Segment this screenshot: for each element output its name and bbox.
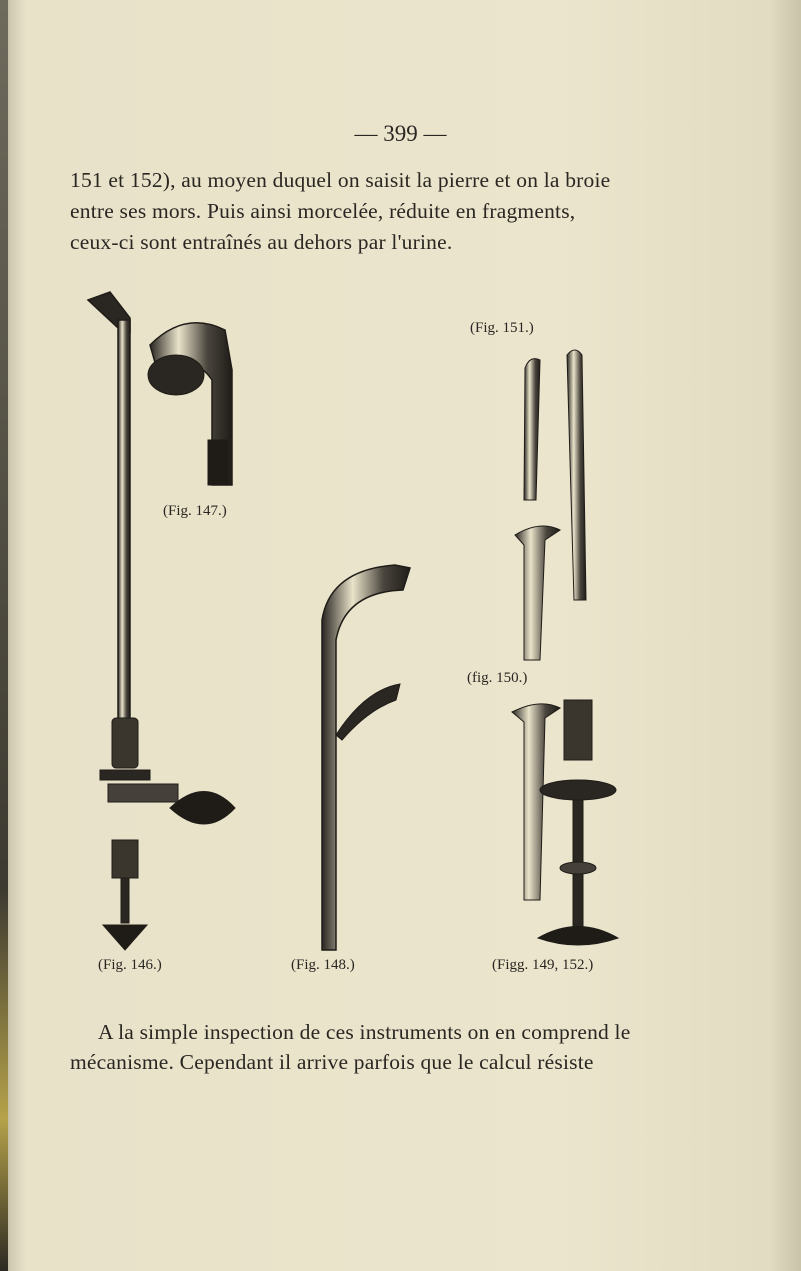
caption-fig-148: (Fig. 148.) — [291, 957, 355, 973]
figure-148-curved-catheter — [322, 565, 410, 950]
caption-fig-149-152: (Figg. 149, 152.) — [492, 957, 594, 973]
caption-fig-150: (fig. 150.) — [467, 670, 528, 686]
page-number: — 399 — — [354, 121, 447, 146]
paragraph-bottom-line-2: mécanisme. Cependant il arrive parfois que le calcul résiste — [70, 1050, 594, 1074]
figure-149-152-lithotrite — [512, 526, 618, 945]
paragraph-bottom-line-1: A la simple inspection de ces instruments on en comprend le — [98, 1020, 631, 1044]
caption-fig-147: (Fig. 147.) — [163, 503, 227, 519]
paragraph-top-line-1: 151 et 152), au moyen duquel on saisit la pierre et on la broie — [70, 168, 611, 192]
figure-147-jaw-detail — [148, 323, 232, 485]
paragraph-top-line-3: ceux-ci sont entraînés au dehors par l'urine. — [70, 230, 453, 254]
caption-fig-146: (Fig. 146.) — [98, 957, 162, 973]
paragraph-top-line-2: entre ses mors. Puis ainsi morcelée, réduite en fragments, — [70, 199, 576, 223]
caption-fig-151: (Fig. 151.) — [470, 320, 534, 336]
